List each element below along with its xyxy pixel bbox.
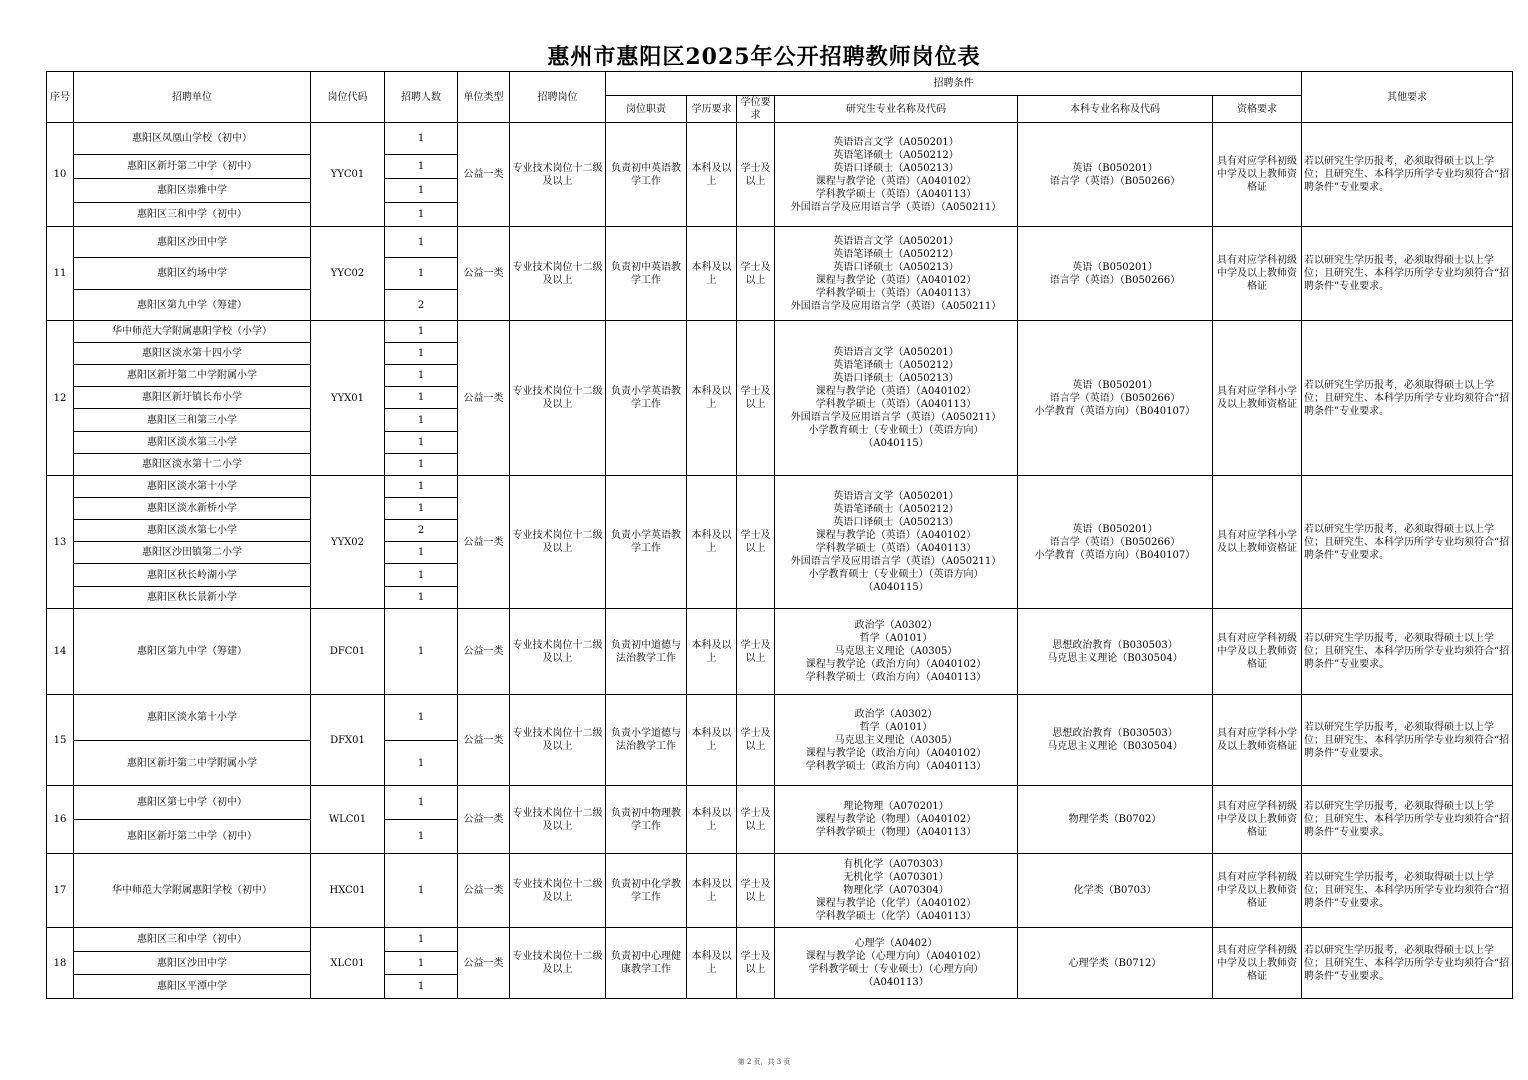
unit-type-cell: 公益一类 [458,609,510,695]
qual-cell: 具有对应学科小学及以上教师资格证 [1213,321,1302,476]
edu-cell: 本科及以上 [687,786,737,854]
header-other: 其他要求 [1302,72,1513,123]
degree-cell: 学士及以上 [737,695,775,786]
post-cell: 专业技术岗位十二级及以上 [510,123,606,227]
count-cell: 1 [385,179,458,203]
unit-cell: 惠阳区三和中学（初中） [74,203,311,227]
degree-cell: 学士及以上 [737,786,775,854]
count-cell: 1 [385,476,458,498]
count-cell: 1 [385,975,458,999]
code-cell: XLC01 [311,928,385,999]
unit-cell: 惠阳区淡水第七小学 [74,520,311,542]
unit-cell: 惠阳区淡水第十二小学 [74,454,311,476]
count-cell: 1 [385,227,458,258]
recruitment-table [46,71,1513,999]
edu-cell: 本科及以上 [687,609,737,695]
unit-cell: 惠阳区沙田镇第二小学 [74,542,311,564]
code-cell: DFX01 [311,695,385,786]
unit-cell: 惠阳区淡水新桥小学 [74,498,311,520]
grad-major-cell: 政治学（A0302） 哲学（A0101） 马克思主义理论（A0305） 课程与教学论（政治方向）（A040102） 学科教学硕士（政治方向）（A040113） [775,609,1018,695]
count-cell: 1 [385,365,458,387]
duty-cell: 负责小学英语教学工作 [606,476,687,609]
ug-major-cell: 思想政治教育（B030503） 马克思主义理论（B030504） [1018,695,1213,786]
unit-cell: 惠阳区崇雅中学 [74,179,311,203]
header-duty: 岗位职责 [606,96,687,123]
code-cell: YYX01 [311,321,385,476]
unit-type-cell: 公益一类 [458,321,510,476]
duty-cell: 负责初中英语教学工作 [606,227,687,321]
header-unit-type: 单位类型 [458,72,510,123]
post-cell: 专业技术岗位十二级及以上 [510,695,606,786]
unit-cell: 惠阳区淡水第十小学 [74,476,311,498]
table-row [47,476,1513,498]
unit-cell: 惠阳区三和第三小学 [74,409,311,432]
unit-cell: 惠阳区淡水第十小学 [74,695,311,741]
other-cell: 若以研究生学历报考，必须取得硕士以上学位；且研究生、本科学历所学专业均须符合“招聘条件”专业要求。 [1302,321,1513,476]
qual-cell: 具有对应学科小学及以上教师资格证 [1213,695,1302,786]
grad-major-cell: 英语语言文学（A050201） 英语笔译硕士（A050212） 英语口译硕士（A050213） 课程与教学论（英语）（A040102） 学科教学硕士（英语）（A040113） 外国语言学及应用语言学（英语）（A050211） [775,123,1018,227]
unit-cell: 惠阳区新圩第二中学（初中） [74,155,311,179]
other-cell: 若以研究生学历报考，必须取得硕士以上学位；且研究生、本科学历所学专业均须符合“招聘条件”专业要求。 [1302,928,1513,999]
seq-cell: 15 [47,695,74,786]
degree-cell: 学士及以上 [737,227,775,321]
other-cell: 若以研究生学历报考，必须取得硕士以上学位；且研究生、本科学历所学专业均须符合“招聘条件”专业要求。 [1302,476,1513,609]
post-cell: 专业技术岗位十二级及以上 [510,227,606,321]
grad-major-cell: 英语语言文学（A050201） 英语笔译硕士（A050212） 英语口译硕士（A050213） 课程与教学论（英语）（A040102） 学科教学硕士（英语）（A040113） 外国语言学及应用语言学（英语）（A050211） 小学教育硕士（专业硕士）（英语方向） （A040115） [775,476,1018,609]
header-qual: 资格要求 [1213,96,1302,123]
count-cell: 1 [385,155,458,179]
edu-cell: 本科及以上 [687,227,737,321]
count-cell: 1 [385,321,458,343]
unit-cell: 惠阳区约场中学 [74,258,311,290]
unit-cell: 惠阳区第九中学（筹建） [74,290,311,321]
unit-cell: 惠阳区秋长景新小学 [74,587,311,609]
qual-cell: 具有对应学科小学及以上教师资格证 [1213,476,1302,609]
seq-cell: 18 [47,928,74,999]
page-title: 惠州市惠阳区2025年公开招聘教师岗位表 [547,44,981,70]
qual-cell: 具有对应学科初级中学及以上教师资格证 [1213,928,1302,999]
other-cell: 若以研究生学历报考，必须取得硕士以上学位；且研究生、本科学历所学专业均须符合“招聘条件”专业要求。 [1302,695,1513,786]
header-count: 招聘人数 [385,72,458,123]
seq-cell: 12 [47,321,74,476]
count-cell: 1 [385,123,458,155]
code-cell: DFC01 [311,609,385,695]
seq-cell: 10 [47,123,74,227]
grad-major-cell: 英语语言文学（A050201） 英语笔译硕士（A050212） 英语口译硕士（A050213） 课程与教学论（英语）（A040102） 学科教学硕士（英语）（A040113） 外国语言学及应用语言学（英语）（A050211） [775,227,1018,321]
post-cell: 专业技术岗位十二级及以上 [510,786,606,854]
grad-major-cell: 英语语言文学（A050201） 英语笔译硕士（A050212） 英语口译硕士（A050213） 课程与教学论（英语）（A040102） 学科教学硕士（英语）（A040113） 外国语言学及应用语言学（英语）（A050211） 小学教育硕士（专业硕士）（英语方向） （A040115） [775,321,1018,476]
header-ug-major: 本科专业名称及代码 [1018,96,1213,123]
ug-major-cell: 英语（B050201） 语言学（英语）（B050266） [1018,227,1213,321]
unit-type-cell: 公益一类 [458,123,510,227]
duty-cell: 负责小学道德与法治教学工作 [606,695,687,786]
ug-major-cell: 英语（B050201） 语言学（英语）（B050266） 小学教育（英语方向）（B040107） [1018,476,1213,609]
unit-cell: 惠阳区第九中学（筹建） [74,609,311,695]
unit-cell: 惠阳区淡水第三小学 [74,432,311,454]
header-post: 招聘岗位 [510,72,606,123]
unit-cell: 惠阳区秋长岭湖小学 [74,564,311,587]
count-cell: 1 [385,387,458,409]
code-cell: HXC01 [311,854,385,928]
count-cell: 1 [385,542,458,564]
post-cell: 专业技术岗位十二级及以上 [510,928,606,999]
unit-cell: 惠阳区新圩第二中学（初中） [74,820,311,854]
degree-cell: 学士及以上 [737,321,775,476]
unit-cell: 惠阳区新圩第二中学附属小学 [74,365,311,387]
qual-cell: 具有对应学科初级中学及以上教师资格证 [1213,227,1302,321]
degree-cell: 学士及以上 [737,928,775,999]
edu-cell: 本科及以上 [687,321,737,476]
count-cell: 1 [385,820,458,854]
degree-cell: 学士及以上 [737,609,775,695]
other-cell: 若以研究生学历报考，必须取得硕士以上学位；且研究生、本科学历所学专业均须符合“招聘条件”专业要求。 [1302,123,1513,227]
duty-cell: 负责初中心理健康教学工作 [606,928,687,999]
count-cell: 1 [385,343,458,365]
table-row [47,321,1513,343]
code-cell: YYX02 [311,476,385,609]
header-degree: 学位要求 [737,96,775,123]
count-cell: 1 [385,609,458,695]
grad-major-cell: 理论物理（A070201） 课程与教学论（物理）（A040102） 学科教学硕士（物理）（A040113） [775,786,1018,854]
count-cell: 1 [385,409,458,432]
unit-cell: 惠阳区淡水第十四小学 [74,343,311,365]
edu-cell: 本科及以上 [687,854,737,928]
unit-type-cell: 公益一类 [458,476,510,609]
count-cell: 1 [385,587,458,609]
unit-type-cell: 公益一类 [458,928,510,999]
unit-type-cell: 公益一类 [458,695,510,786]
count-cell: 1 [385,258,458,290]
table-row [47,928,1513,952]
count-cell: 2 [385,290,458,321]
page-footer: 第 2 页，共 3 页 [737,1058,791,1066]
edu-cell: 本科及以上 [687,123,737,227]
count-cell: 2 [385,520,458,542]
count-cell: 1 [385,564,458,587]
degree-cell: 学士及以上 [737,476,775,609]
table-row [47,786,1513,820]
post-cell: 专业技术岗位十二级及以上 [510,321,606,476]
table-row [47,123,1513,155]
code-cell: YYC01 [311,123,385,227]
seq-cell: 16 [47,786,74,854]
degree-cell: 学士及以上 [737,123,775,227]
duty-cell: 负责初中道德与法治教学工作 [606,609,687,695]
code-cell: WLC01 [311,786,385,854]
count-cell: 1 [385,786,458,820]
count-cell: 1 [385,203,458,227]
duty-cell: 负责小学英语教学工作 [606,321,687,476]
table-row [47,609,1513,695]
unit-type-cell: 公益一类 [458,854,510,928]
table-row [47,227,1513,258]
post-cell: 专业技术岗位十二级及以上 [510,854,606,928]
qual-cell: 具有对应学科初级中学及以上教师资格证 [1213,786,1302,854]
post-cell: 专业技术岗位十二级及以上 [510,476,606,609]
header-conditions: 招聘条件 [606,72,1302,96]
count-cell: 1 [385,928,458,952]
unit-cell: 惠阳区新圩第二中学附属小学 [74,741,311,786]
seq-cell: 17 [47,854,74,928]
code-cell: YYC02 [311,227,385,321]
other-cell: 若以研究生学历报考，必须取得硕士以上学位；且研究生、本科学历所学专业均须符合“招聘条件”专业要求。 [1302,227,1513,321]
header-unit: 招聘单位 [74,72,311,123]
other-cell: 若以研究生学历报考，必须取得硕士以上学位；且研究生、本科学历所学专业均须符合“招聘条件”专业要求。 [1302,854,1513,928]
table-body [47,123,1513,999]
unit-cell: 惠阳区新圩镇长布小学 [74,387,311,409]
grad-major-cell: 政治学（A0302） 哲学（A0101） 马克思主义理论（A0305） 课程与教学论（政治方向）（A040102） 学科教学硕士（政治方向）（A040113） [775,695,1018,786]
ug-major-cell: 心理学类（B0712） [1018,928,1213,999]
count-cell: 1 [385,498,458,520]
unit-cell: 惠阳区平潭中学 [74,975,311,999]
seq-cell: 14 [47,609,74,695]
unit-cell: 华中师范大学附属惠阳学校（小学） [74,321,311,343]
unit-type-cell: 公益一类 [458,227,510,321]
edu-cell: 本科及以上 [687,695,737,786]
qual-cell: 具有对应学科初级中学及以上教师资格证 [1213,854,1302,928]
seq-cell: 11 [47,227,74,321]
unit-cell: 惠阳区第七中学（初中） [74,786,311,820]
count-cell: 1 [385,454,458,476]
ug-major-cell: 英语（B050201） 语言学（英语）（B050266） [1018,123,1213,227]
edu-cell: 本科及以上 [687,476,737,609]
table-row [47,695,1513,741]
ug-major-cell: 物理学类（B0702） [1018,786,1213,854]
unit-cell: 惠阳区凤凰山学校（初中） [74,123,311,155]
duty-cell: 负责初中英语教学工作 [606,123,687,227]
edu-cell: 本科及以上 [687,928,737,999]
unit-cell: 惠阳区三和中学（初中） [74,928,311,952]
unit-type-cell: 公益一类 [458,786,510,854]
table-row [47,854,1513,928]
duty-cell: 负责初中物理教学工作 [606,786,687,854]
degree-cell: 学士及以上 [737,854,775,928]
qual-cell: 具有对应学科初级中学及以上教师资格证 [1213,609,1302,695]
other-cell: 若以研究生学历报考，必须取得硕士以上学位；且研究生、本科学历所学专业均须符合“招聘条件”专业要求。 [1302,609,1513,695]
other-cell: 若以研究生学历报考，必须取得硕士以上学位；且研究生、本科学历所学专业均须符合“招聘条件”专业要求。 [1302,786,1513,854]
seq-cell: 13 [47,476,74,609]
header-code: 岗位代码 [311,72,385,123]
unit-cell: 华中师范大学附属惠阳学校（初中） [74,854,311,928]
post-cell: 专业技术岗位十二级及以上 [510,609,606,695]
count-cell: 1 [385,432,458,454]
grad-major-cell: 心理学（A0402） 课程与教学论（心理方向）（A040102） 学科教学硕士（专业硕士）（心理方向） （A040113） [775,928,1018,999]
count-cell: 1 [385,952,458,975]
header-grad-major: 研究生专业名称及代码 [775,96,1018,123]
grad-major-cell: 有机化学（A070303） 无机化学（A070301） 物理化学（A070304） 课程与教学论（化学）（A040102） 学科教学硕士（化学）（A040113） [775,854,1018,928]
unit-cell: 惠阳区沙田中学 [74,227,311,258]
ug-major-cell: 思想政治教育（B030503） 马克思主义理论（B030504） [1018,609,1213,695]
count-cell: 1 [385,854,458,928]
duty-cell: 负责初中化学教学工作 [606,854,687,928]
header-seq: 序号 [47,72,74,123]
ug-major-cell: 英语（B050201） 语言学（英语）（B050266） 小学教育（英语方向）（B040107） [1018,321,1213,476]
header-edu: 学历要求 [687,96,737,123]
count-cell: 1 [385,695,458,741]
ug-major-cell: 化学类（B0703） [1018,854,1213,928]
qual-cell: 具有对应学科初级中学及以上教师资格证 [1213,123,1302,227]
count-cell: 1 [385,741,458,786]
unit-cell: 惠阳区沙田中学 [74,952,311,975]
